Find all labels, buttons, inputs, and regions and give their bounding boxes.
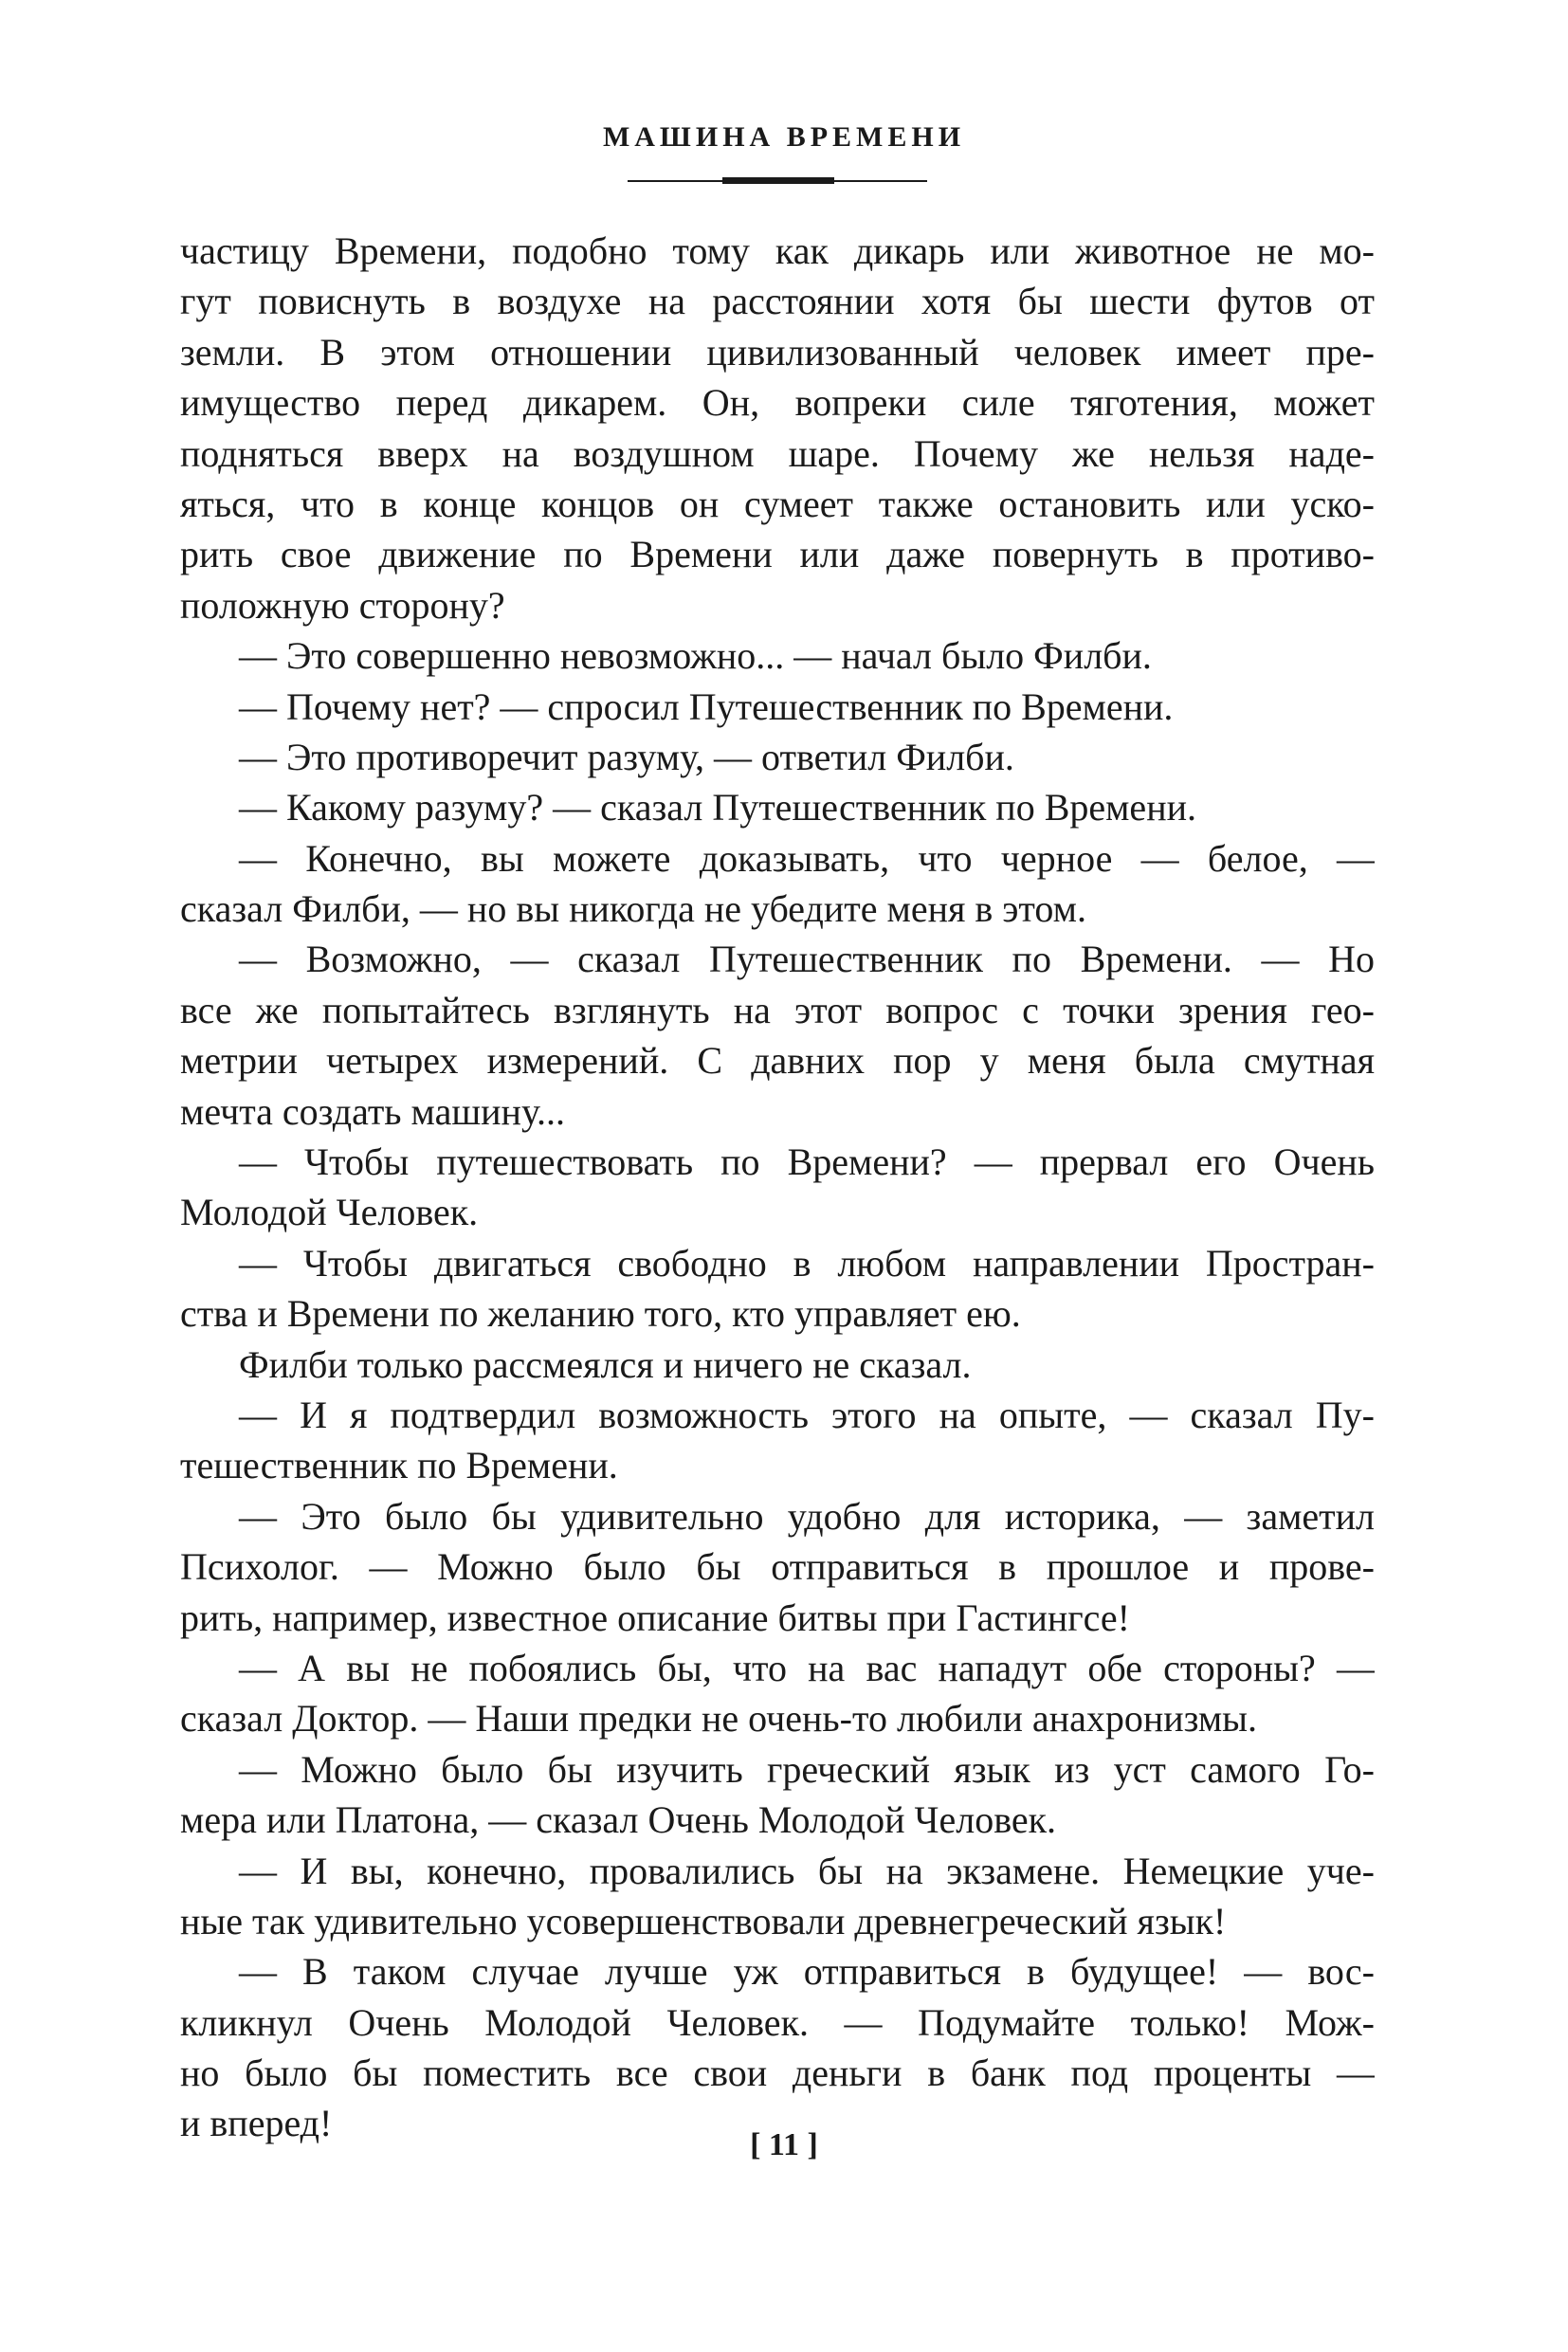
- text-line: Филби только рассмеялся и ничего не сказал.: [239, 1342, 972, 1386]
- text-line: рить, например, известное описание битвы при Гастингсе!: [180, 1595, 1130, 1639]
- text-line: — И вы, конечно, провалились бы на экзамене. Немецкие уче-: [239, 1849, 1375, 1892]
- running-header: МАШИНА ВРЕМЕНИ: [602, 121, 966, 153]
- text-line: гут повиснуть в воздухе на расстоянии хотя бы шести футов от: [180, 280, 1375, 323]
- text-line: сказал Доктор. — Наши предки не очень-то любили анахронизмы.: [180, 1697, 1258, 1741]
- text-line: — Это противоречит разуму, — ответил Филби.: [239, 735, 1014, 778]
- text-line: частицу Времени, подобно тому как дикарь или животное не мо-: [180, 229, 1375, 272]
- text-line: яться, что в конце концов он сумеет также остановить или уско-: [180, 482, 1375, 525]
- text-line: земли. В этом отношении цивилизованный человек имеет пре-: [180, 330, 1375, 374]
- text-line: но было бы поместить все свои деньги в банк под проценты —: [180, 2051, 1375, 2095]
- text-line: — В таком случае лучше уж отправиться в будущее! — вос-: [239, 1950, 1375, 1994]
- text-line: — Чтобы путешествовать по Времени? — прервал его Очень: [239, 1140, 1375, 1184]
- text-line: метрии четырех измерений. С давних пор у меня была смутная: [180, 1039, 1375, 1083]
- text-line: и вперед!: [180, 2102, 333, 2145]
- text-line: имущество перед дикарем. Он, вопреки силе тяготения, может: [180, 381, 1375, 425]
- text-line: ства и Времени по желанию того, кто управляет ею.: [180, 1292, 1021, 1336]
- text-line: положную сторону?: [180, 583, 505, 627]
- text-line: — Конечно, вы можете доказывать, что черное — белое, —: [239, 836, 1375, 880]
- text-line: — Чтобы двигаться свободно в любом направлении Простран-: [239, 1241, 1375, 1285]
- text-line: — А вы не побоялись бы, что на вас нападут обе стороны? —: [239, 1646, 1375, 1689]
- text-line: мера или Платона, — сказал Очень Молодой Человек.: [180, 1798, 1057, 1842]
- text-line: — Возможно, — сказал Путешественник по Времени. — Но: [239, 938, 1375, 981]
- header-rule-ornament: [722, 177, 834, 184]
- page-number: [ 11 ]: [750, 2127, 818, 2162]
- text-line: — Можно было бы изучить греческий язык из уст самого Го-: [239, 1747, 1375, 1791]
- text-line: мечта создать машину...: [180, 1089, 565, 1133]
- text-line: Молодой Человек.: [180, 1191, 479, 1234]
- text-body: [180, 226, 1375, 2149]
- text-line: — И я подтвердил возможность этого на опыте, — сказал Пу-: [239, 1393, 1375, 1436]
- text-line: тешественник по Времени.: [180, 1444, 618, 1487]
- text-line: сказал Филби, — но вы никогда не убедите меня в этом.: [180, 887, 1086, 931]
- text-line: кликнул Очень Молодой Человек. — Подумайте только! Мож-: [180, 2000, 1375, 2044]
- text-line: Психолог. — Можно было бы отправиться в прошлое и прове-: [180, 1545, 1375, 1589]
- text-line: — Это было бы удивительно удобно для историка, — заметил: [239, 1494, 1375, 1538]
- text-line: ные так удивительно усовершенствовали древнегреческий язык!: [180, 1899, 1227, 1942]
- text-line: — Какому разуму? — сказал Путешественник по Времени.: [239, 786, 1196, 830]
- text-line: рить свое движение по Времени или даже повернуть в противо-: [180, 533, 1375, 576]
- text-line: — Почему нет? — спросил Путешественник по Времени.: [239, 684, 1174, 728]
- text-line: — Это совершенно невозможно... — начал было Филби.: [239, 634, 1152, 678]
- text-line: все же попытайтесь взглянуть на этот вопрос с точки зрения гео-: [180, 988, 1375, 1031]
- text-line: подняться вверх на воздушном шаре. Почему же нельзя наде-: [180, 431, 1375, 475]
